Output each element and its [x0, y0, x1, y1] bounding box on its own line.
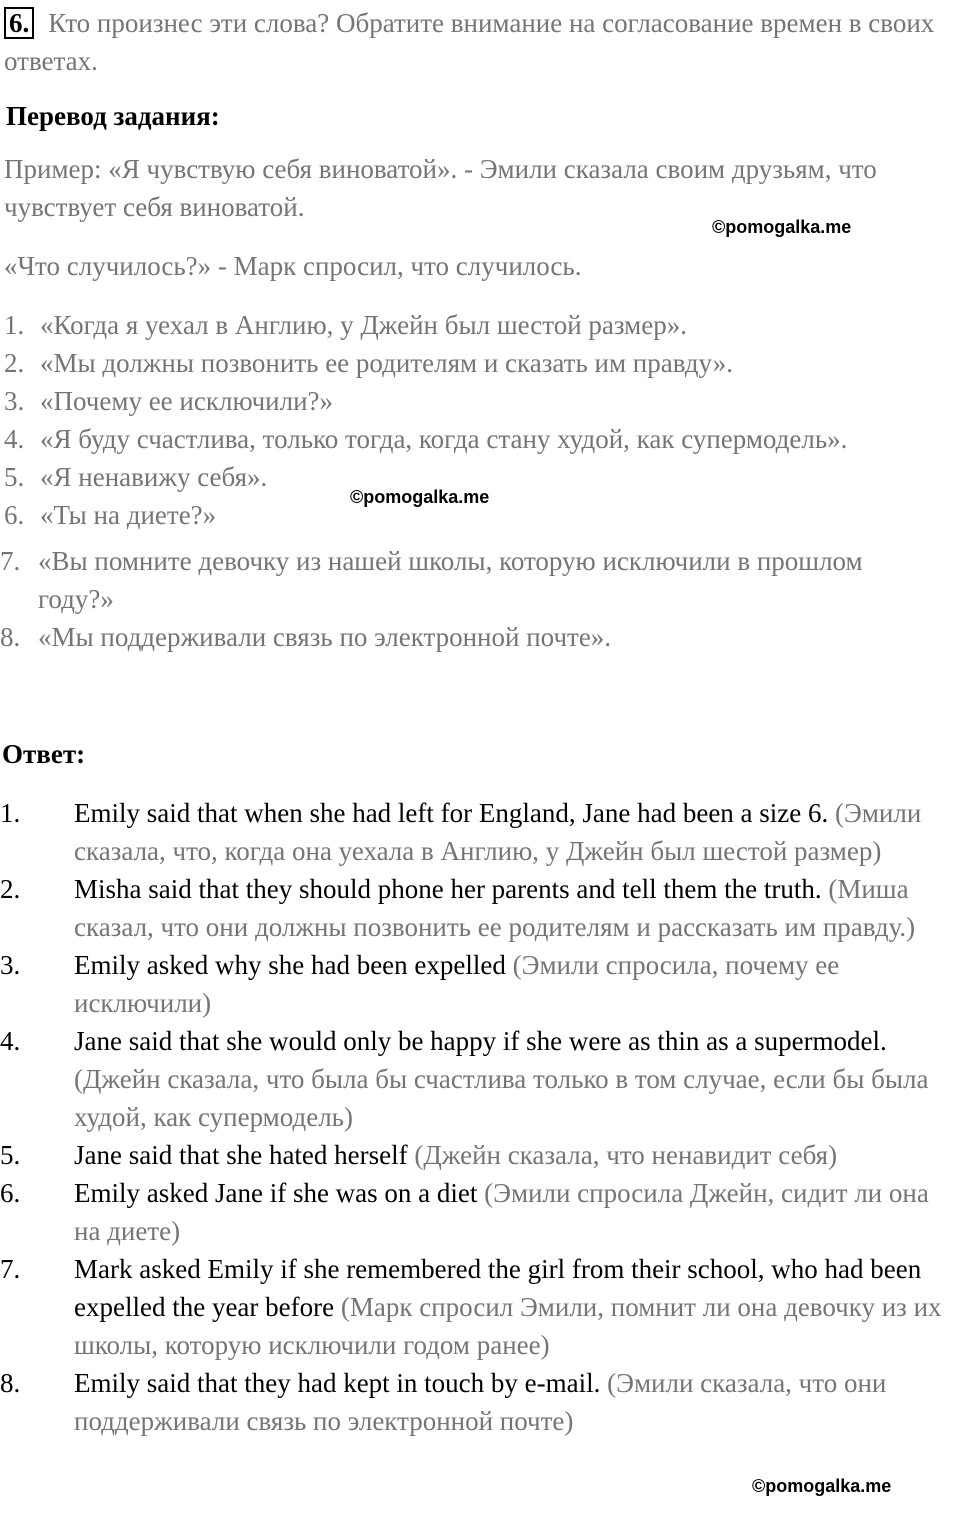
- answer-list: [0, 794, 960, 1440]
- list-item: 7. «Вы помните девочку из нашей школы, которую исключили в прошлом году?»: [0, 546, 863, 614]
- watermark: ©pomogalka.me: [712, 217, 852, 237]
- list-item: 1. «Когда я уехал в Англию, у Джейн был шестой размер».: [4, 310, 687, 340]
- watermark: ©pomogalka.me: [752, 1476, 892, 1496]
- task-prompt-text: Кто произнес эти слова? Обратите внимание на согласование времен в своих ответах.: [4, 8, 935, 76]
- task-prompt: [4, 4, 944, 80]
- list-item: 3. «Почему ее исключили?»: [4, 386, 334, 416]
- translation-heading: Перевод задания:: [6, 101, 220, 131]
- list-item: 8. «Мы поддерживали связь по электронной почте».: [0, 622, 612, 652]
- task-number: 6.: [4, 7, 34, 39]
- answer-heading: Ответ:: [2, 739, 86, 769]
- answer-item: 4. Jane said that she would only be happy if she were as thin as a supermodel. (Джейн сказала, что была бы счастлива только в том случае, если бы была худой, как супермодель): [0, 1026, 929, 1132]
- answer-item: 5. Jane said that she hated herself (Джейн сказала, что ненавидит себя): [0, 1140, 838, 1170]
- answer-item: 2. Misha said that they should phone her parents and tell them the truth. (Миша сказал, что они должны позвонить ее родителям и рассказать им правду.): [0, 874, 916, 942]
- list-item: 2. «Мы должны позвонить ее родителям и сказать им правду».: [4, 348, 733, 378]
- answer-item: 7. Mark asked Emily if she remembered the girl from their school, who had been expelled the year before (Марк спросил Эмили, помнит ли она девочку из их школы, которую исключили годом ранее): [0, 1254, 942, 1360]
- list-item: 4. «Я буду счастлива, только тогда, когда стану худой, как супермодель».: [4, 424, 848, 454]
- list-item: 6. «Ты на диете?»: [4, 500, 217, 530]
- watermark: ©pomogalka.me: [350, 487, 490, 507]
- translation-example: Пример: «Я чувствую себя виноватой». - Эмили сказала своим друзьям, что чувствует себя виноватой.: [4, 154, 877, 222]
- answer-item: 3. Emily asked why she had been expelled (Эмили спросила, почему ее исключили): [0, 950, 840, 1018]
- answer-item: 1. Emily said that when she had left for England, Jane had been a size 6. (Эмили сказала, что, когда она уехала в Англию, у Джейн был шестой размер): [0, 798, 922, 866]
- answer-item: 8. Emily said that they had kept in touch by e-mail. (Эмили сказала, что они поддерживали связь по электронной почте): [0, 1368, 887, 1436]
- translation-list-continued: [0, 542, 945, 656]
- list-item: 5. «Я ненавижу себя».: [4, 462, 268, 492]
- translation-example-2: «Что случилось?» - Марк спросил, что случилось.: [4, 251, 582, 281]
- answer-item: 6. Emily asked Jane if she was on a diet (Эмили спросила Джейн, сидит ли она на диете): [0, 1178, 929, 1246]
